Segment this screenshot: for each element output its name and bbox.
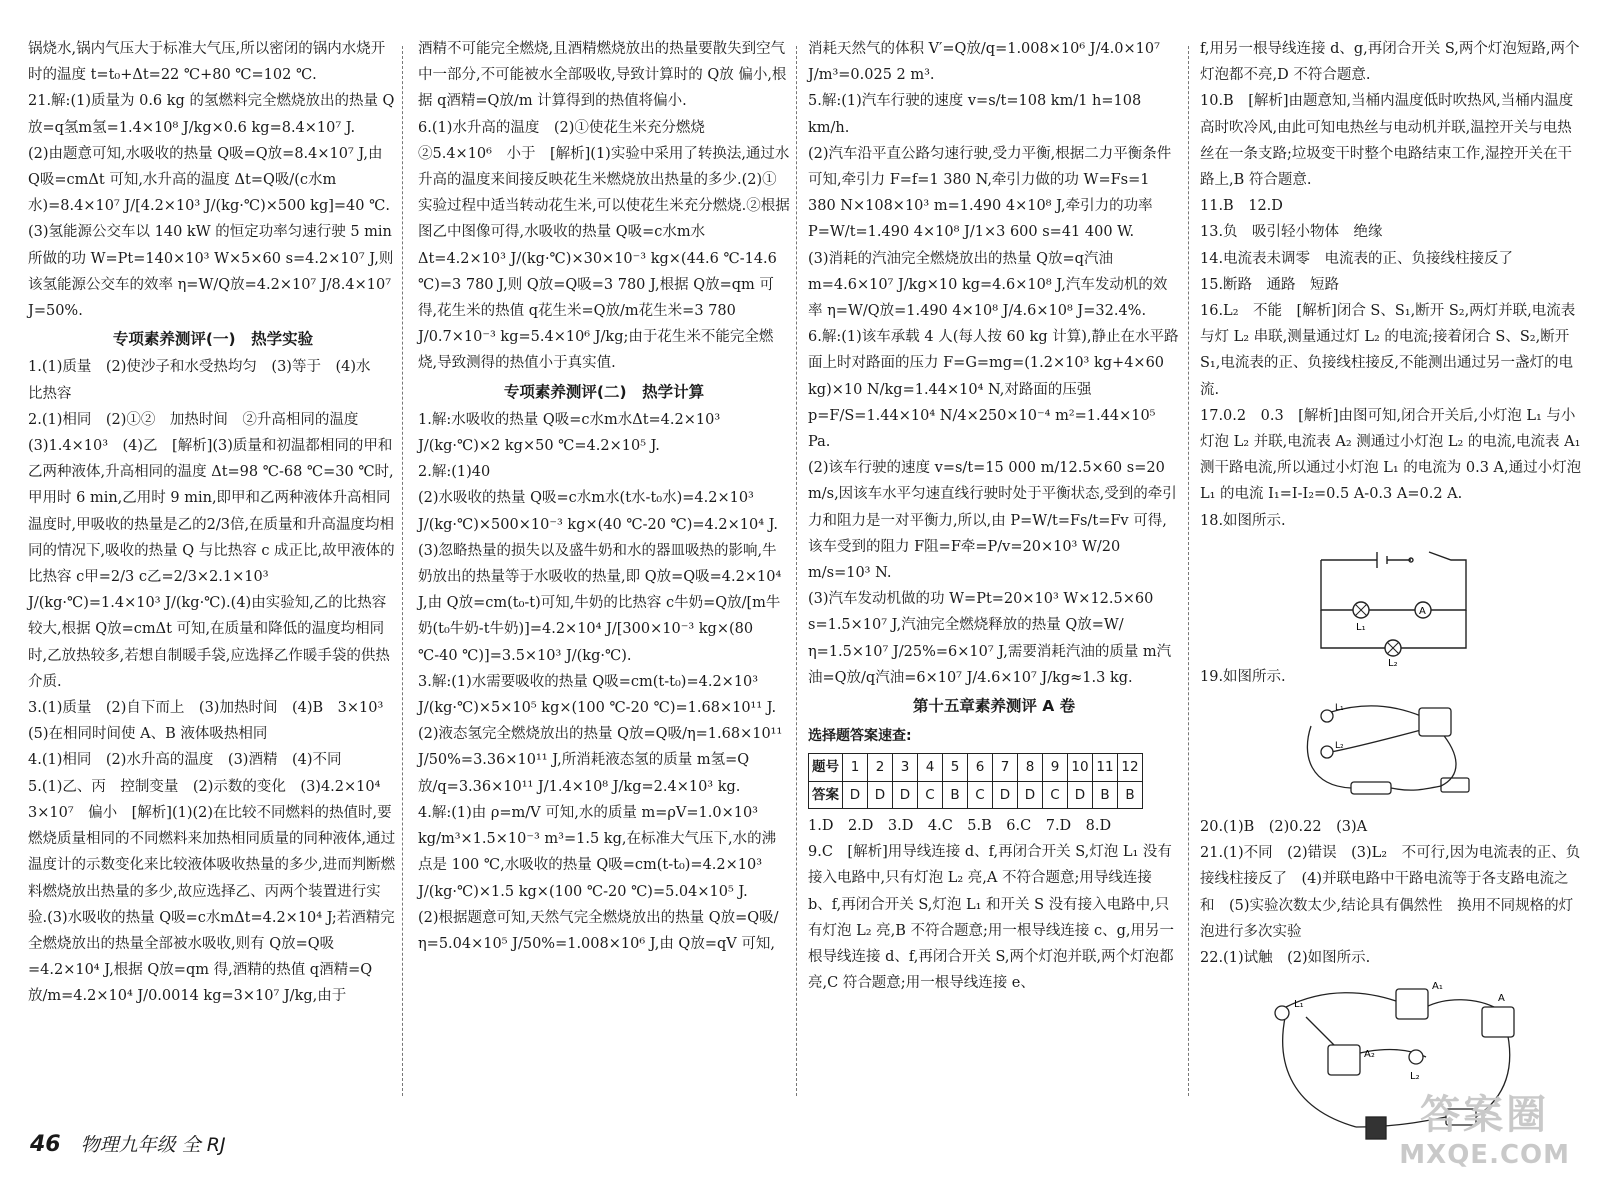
table-row-answers — [809, 781, 1143, 808]
watermark-site: MXQE.COM — [1399, 1140, 1570, 1170]
paragraph: 4.解:(1)由 ρ=m/V 可知,水的质量 m=ρV=1.0×10³ kg/m³×1.5×10⁻³ m³=1.5 kg,在标准大气压下,水的沸点是 100 ℃,水吸收的热量 Q吸=cm(t-t₀)=4.2×10³ J/(kg·℃)×1.5 kg×(100 ℃-20 ℃)=5.04×10⁵ J. — [418, 804, 777, 900]
table-header: 答案 — [809, 781, 843, 808]
column-divider — [402, 46, 403, 1096]
table-cell: 10 — [1068, 754, 1093, 781]
paragraph: 21.解:(1)质量为 0.6 kg 的氢燃料完全燃烧放出的热量 Q放=q氢m氢=1.4×10⁸ J/kg×0.6 kg=8.4×10⁷ J. — [28, 93, 395, 136]
table-cell: B — [1093, 781, 1118, 808]
watermark — [1399, 1083, 1570, 1170]
table-cell: 7 — [993, 754, 1018, 781]
section-title: 专项素养测评(二) 热学计算 — [503, 382, 705, 401]
table-cell: 12 — [1118, 754, 1143, 781]
lamp-label: L₂ — [1335, 741, 1344, 752]
section-title: 专项素养测评(一) 热学实验 — [112, 330, 314, 349]
paragraph: 22.(1)试触 (2)如图所示. — [1200, 950, 1371, 967]
paragraph: 21.(1)不同 (2)错误 (3)L₂ 不可行,因为电流表的正、负接线柱接反了 (4)并联电路中干路电流等于各支路电流之和 (5)实验次数太少,结论具有偶然性 换用不同规格的灯泡进行多次实验 — [1200, 845, 1581, 940]
paragraph: 13.负 吸引轻小物体 绝缘 — [1200, 224, 1383, 241]
column-divider — [796, 46, 797, 1096]
paragraph: (2)根据题意可知,天然气完全燃烧放出的热量 Q放=Q吸/η=5.04×10⁵ J/50%=1.008×10⁶ J,由 Q放=qV 可知, — [418, 909, 779, 952]
table-cell: D — [1018, 781, 1043, 808]
table-cell: C — [1043, 781, 1068, 808]
paragraph: 16.L₂ 不能 [解析]闭合 S、S₁,断开 S₂,两灯并联,电流表与灯 L₂ 串联,测量通过灯 L₂ 的电流;接着闭合 S、S₂,断开 S₁,电流表的正、负接线柱接反,不能测出通过另一盏灯的电流. — [1200, 303, 1576, 398]
paragraph: 1.D 2.D 3.D 4.C 5.B 6.C 7.D 8.D — [808, 817, 1112, 834]
paragraph: 2.(1)相同 (2)①② 加热时间 ②升高相同的温度 (3)1.4×10³ (4)乙 [解析](3)质量和初温都相同的甲和乙两种液体,升高相同的温度 Δt=98 ℃-68 ℃=30 ℃时,甲用时 6 min,乙用时 9 min,即甲和乙两种液体升高相同温度时,甲吸收的热量是乙的2/3倍,在质量和升高温度均相同的情况下,吸收的热量 Q 与比热容 c 成正比,故甲液体的比热容 c甲=2/3 c乙=2/3×2.1×10³ J/(kg·℃)=1.4×10³ J/(kg·℃).(4)由实验知,乙的比热容较大,根据 Q放=cmΔt 可知,在质量和降低的温度均相同时,乙放热较多,若想自制暖手袋,应选择乙作暖手袋的供热介质. — [28, 411, 395, 690]
paragraph: 3.解:(1)水需要吸收的热量 Q吸=cm(t-t₀)=4.2×10³ J/(kg·℃)×5×10⁵ kg×(100 ℃-20 ℃)=1.68×10¹¹ J. — [418, 673, 777, 717]
paragraph: 15.断路 通路 短路 — [1200, 276, 1340, 293]
table-cell: B — [943, 781, 968, 808]
table-cell: D — [868, 781, 893, 808]
lamp-label: L₁ — [1294, 999, 1304, 1011]
watermark-logo: 答案圈 — [1420, 1092, 1550, 1138]
section-title: 第十五章素养测评 A 卷 — [912, 697, 1076, 716]
paragraph: 19.如图所示. — [1200, 668, 1286, 685]
ammeter-label: A — [1419, 605, 1426, 617]
paragraph: (3)忽略热量的损失以及盛牛奶和水的器皿吸热的影响,牛奶放出的热量等于水吸收的热量,即 Q放=Q吸=4.2×10⁴ J,由 Q放=cm(t₀-t)可知,牛奶的比热容 c牛奶=Q放/[m牛奶(t₀牛奶-t牛奶)]=4.2×10⁴ J/[300×10⁻³ kg×(80 ℃-40 ℃)]=3.5×10³ J/(kg·℃). — [418, 542, 782, 664]
paragraph: 消耗天然气的体积 V′=Q放/q=1.008×10⁶ J/4.0×10⁷ J/m³=0.025 2 m³. — [808, 41, 1160, 84]
paragraph: (2)由题意可知,水吸收的热量 Q吸=Q放=8.4×10⁷ J,由 Q吸=cmΔt 可知,水升高的温度 Δt=Q吸/(c水m水)=8.4×10⁷ J/[4.2×10³ J/(kg·℃)×500 kg]=40 ℃. — [28, 145, 390, 215]
paragraph: (2)该车行驶的速度 v=s/t=15 000 m/12.5×60 s=20 m/s,因该车水平匀速直线行驶时处于平衡状态,受到的牵引力和阻力是一对平衡力,所以,由 P=W/t=Fs/t=Fv 可得,该车受到的阻力 F阻=F牵=P/v=20×10³ W/20 m/s=10³ N. — [808, 460, 1177, 582]
table-cell: D — [993, 781, 1018, 808]
paragraph: (2)水吸收的热量 Q吸=c水m水(t水-t₀水)=4.2×10³ J/(kg·℃)×500×10⁻³ kg×(40 ℃-20 ℃)=4.2×10⁴ J. — [418, 490, 778, 533]
paragraph: f,用另一根导线连接 d、g,再闭合开关 S,两个灯泡短路,两个灯泡都不亮,D 不符合题意. — [1200, 41, 1580, 84]
circuit-diagram-19 — [1291, 696, 1491, 808]
table-cell: 8 — [1018, 754, 1043, 781]
paragraph: 11.B 12.D — [1200, 198, 1283, 215]
answer-table — [808, 753, 1143, 808]
page-footer — [30, 1130, 226, 1157]
paragraph: 3.(1)质量 (2)自下而上 (3)加热时间 (4)B 3×10³ (5)在相同时间使 A、B 液体吸热相同 — [28, 700, 398, 743]
ammeter-label: A — [1498, 993, 1505, 1005]
table-cell: C — [968, 781, 993, 808]
paragraph: (2)汽车沿平直公路匀速行驶,受力平衡,根据二力平衡条件可知,牵引力 F=f=1 380 N,牵引力做的功 W=Fs=1 380 N×108×10³ m=1.490 4×10⁸ J,牵引力的功率 P=W/t=1.490 4×10⁸ J/1×3 600 s=41 400 W. — [808, 145, 1172, 241]
paragraph: (3)消耗的汽油完全燃烧放出的热量 Q放=q汽油m=4.6×10⁷ J/kg×10 kg=4.6×10⁸ J,汽车发动机的效率 η=W/Q放=1.490 4×10⁸ J/4.6×10⁸ J=32.4%. — [808, 250, 1168, 320]
paragraph: 4.(1)相同 (2)水升高的温度 (3)酒精 (4)不同 — [28, 752, 342, 769]
table-cell: 1 — [843, 754, 868, 781]
paragraph: (3)氢能源公交车以 140 kW 的恒定功率匀速行驶 5 min所做的功 W=Pt=140×10³ W×5×60 s=4.2×10⁷ J,则该氢能源公交车的效率 η=W/Q放=4.2×10⁷ J/8.4×10⁷ J=50%. — [28, 224, 394, 320]
circuit-diagram-18 — [1301, 540, 1481, 669]
paragraph: 14.电流表未调零 电流表的正、负接线柱接反了 — [1200, 250, 1514, 267]
table-cell: 9 — [1043, 754, 1068, 781]
table-cell: 11 — [1093, 754, 1118, 781]
paragraph: 5.解:(1)汽车行驶的速度 v=s/t=108 km/1 h=108 km/h. — [808, 93, 1142, 136]
paragraph: 20.(1)B (2)0.22 (3)A — [1200, 819, 1368, 836]
column-1 — [28, 36, 398, 1010]
lamp-label: L₁ — [1356, 621, 1366, 633]
table-cell: B — [1118, 781, 1143, 808]
lamp-label: L₂ — [1388, 657, 1398, 669]
column-divider — [1188, 46, 1189, 1096]
table-cell: 4 — [918, 754, 943, 781]
column-3 — [808, 36, 1180, 996]
table-cell: D — [1068, 781, 1093, 808]
paragraph: (2)液态氢完全燃烧放出的热量 Q放=Q吸/η=1.68×10¹¹ J/50%=3.36×10¹¹ J,所消耗液态氢的质量 m氢=Q放/q=3.36×10¹¹ J/1.4×10⁸ J/kg=2.4×10³ kg. — [418, 726, 783, 795]
table-cell: 6 — [968, 754, 993, 781]
paragraph: 10.B [解析]由题意知,当桶内温度低时吹热风,当桶内温度高时吹冷风,由此可知电热丝与电动机并联,温控开关与电热丝在一条支路;垃圾变干时整个电路结束工作,湿控开关在干路上,B 符合题意. — [1200, 93, 1574, 189]
paragraph: 2.解:(1)40 — [418, 464, 491, 481]
table-cell: 3 — [893, 754, 918, 781]
table-header: 题号 — [809, 754, 843, 781]
paragraph: 1.(1)质量 (2)使沙子和水受热均匀 (3)等于 (4)水 比热容 — [28, 359, 385, 402]
lamp-label: L₁ — [1335, 703, 1344, 714]
page-number: 46 — [30, 1132, 61, 1157]
paragraph: 6.解:(1)该车承载 4 人(每人按 60 kg 计算),静止在水平路面上时对路面的压力 F=G=mg=(1.2×10³ kg+4×60 kg)×10 N/kg=1.44×10⁴ N,对路面的压强 p=F/S=1.44×10⁴ N/4×250×10⁻⁴ m²=1.44×10⁵ Pa. — [808, 329, 1179, 451]
column-2 — [418, 36, 790, 957]
table-cell: D — [893, 781, 918, 808]
paragraph: 9.C [解析]用导线连接 d、f,再闭合开关 S,灯泡 L₁ 没有接入电路中,只有灯泡 L₂ 亮,A 不符合题意;用导线连接 b、f,再闭合开关 S,灯泡 L₁ 和开关 S 没有接入电路中,只有灯泡 L₂ 亮,B 不符合题意;用一根导线连接 c、g,用另一根导线连接 d、f,再闭合开关 S,两个灯泡并联,两个灯泡都亮,C 符合题意;用一根导线连接 e、 — [808, 844, 1175, 992]
paragraph: 17.0.2 0.3 [解析]由图可知,闭合开关后,小灯泡 L₁ 与小灯泡 L₂ 并联,电流表 A₂ 测通过小灯泡 L₂ 的电流,电流表 A₁ 测干路电流,所以通过小灯泡 L₁ 的电流为 0.3 A,通过小灯泡 L₁ 的电流 I₁=I-I₂=0.5 A-0.3 A=0.2 A. — [1200, 407, 1582, 503]
table-row-numbers — [809, 754, 1143, 781]
paragraph: (3)汽车发动机做的功 W=Pt=20×10³ W×12.5×60 s=1.5×10⁷ J,汽油完全燃烧释放的热量 Q放=W/η=1.5×10⁷ J/25%=6×10⁷ J,需要消耗汽油的质量 m汽油=Q放/q汽油=6×10⁷ J/4.6×10⁷ J/kg≈1.3 kg. — [808, 591, 1172, 686]
table-cell: D — [843, 781, 868, 808]
paragraph: 锅烧水,锅内气压大于标准大气压,所以密闭的锅内水烧开时的温度 t=t₀+Δt=22 ℃+80 ℃=102 ℃. — [28, 41, 386, 84]
paragraph: 酒精不可能完全燃烧,且酒精燃烧放出的热量要散失到空气中一部分,不可能被水全部吸收,导致计算时的 Q放 偏小,根据 q酒精=Q放/m 计算得到的热值将偏小. — [418, 41, 787, 110]
paragraph: 1.解:水吸收的热量 Q吸=c水m水Δt=4.2×10³ J/(kg·℃)×2 kg×50 ℃=4.2×10⁵ J. — [418, 411, 721, 455]
paragraph: 18.如图所示. — [1200, 512, 1286, 529]
lamp-label: L₂ — [1410, 1071, 1420, 1083]
paragraph: 6.(1)水升高的温度 (2)①使花生米充分燃烧 ②5.4×10⁶ 小于 [解析](1)实验中采用了转换法,通过水升高的温度来间接反映花生米燃烧放出热量的多少.(2)①实验过程中适当转动花生米,可以使花生米充分燃烧.②根据图乙中图像可得,水吸收的热量 Q吸=c水m水Δt=4.2×10³ J/(kg·℃)×30×10⁻³ kg×(44.6 ℃-14.6 ℃)=3 780 J,则 Q放=Q吸=3 780 J,根据 Q放=qm 可得,花生米的热值 q花生米=Q放/m花生米=3 780 J/0.7×10⁻³ kg=5.4×10⁶ J/kg;由于花生米不能完全燃烧,导致测得的热值小于真实值. — [418, 119, 790, 372]
ammeter-label: A₁ — [1432, 981, 1443, 993]
book-title: 物理九年级 全 RJ — [80, 1134, 226, 1156]
table-cell: 5 — [943, 754, 968, 781]
ammeter-label: A₂ — [1364, 1049, 1375, 1061]
paragraph: 5.(1)乙、丙 控制变量 (2)示数的变化 (3)4.2×10⁴ 3×10⁷ 偏小 [解析](1)(2)在比较不同燃料的热值时,要燃烧质量相同的不同燃料来加热相同质量的同种液体,通过温度计的示数变化来比较液体吸收热量的多少,进而判断燃料燃烧放出热量的多少,故应选择乙、丙两个装置进行实验.(3)水吸收的热量 Q吸=c水mΔt=4.2×10⁴ J;若酒精完全燃烧放出的热量全部被水吸收,则有 Q放=Q吸=4.2×10⁴ J,根据 Q放=qm 得,酒精的热值 q酒精=Q放/m=4.2×10⁴ J/0.0014 kg=3×10⁷ J/kg,由于 — [28, 778, 396, 1005]
answer-table-label: 选择题答案速查: — [808, 728, 912, 745]
column-4 — [1200, 36, 1582, 1143]
table-cell: 2 — [868, 754, 893, 781]
table-cell: C — [918, 781, 943, 808]
